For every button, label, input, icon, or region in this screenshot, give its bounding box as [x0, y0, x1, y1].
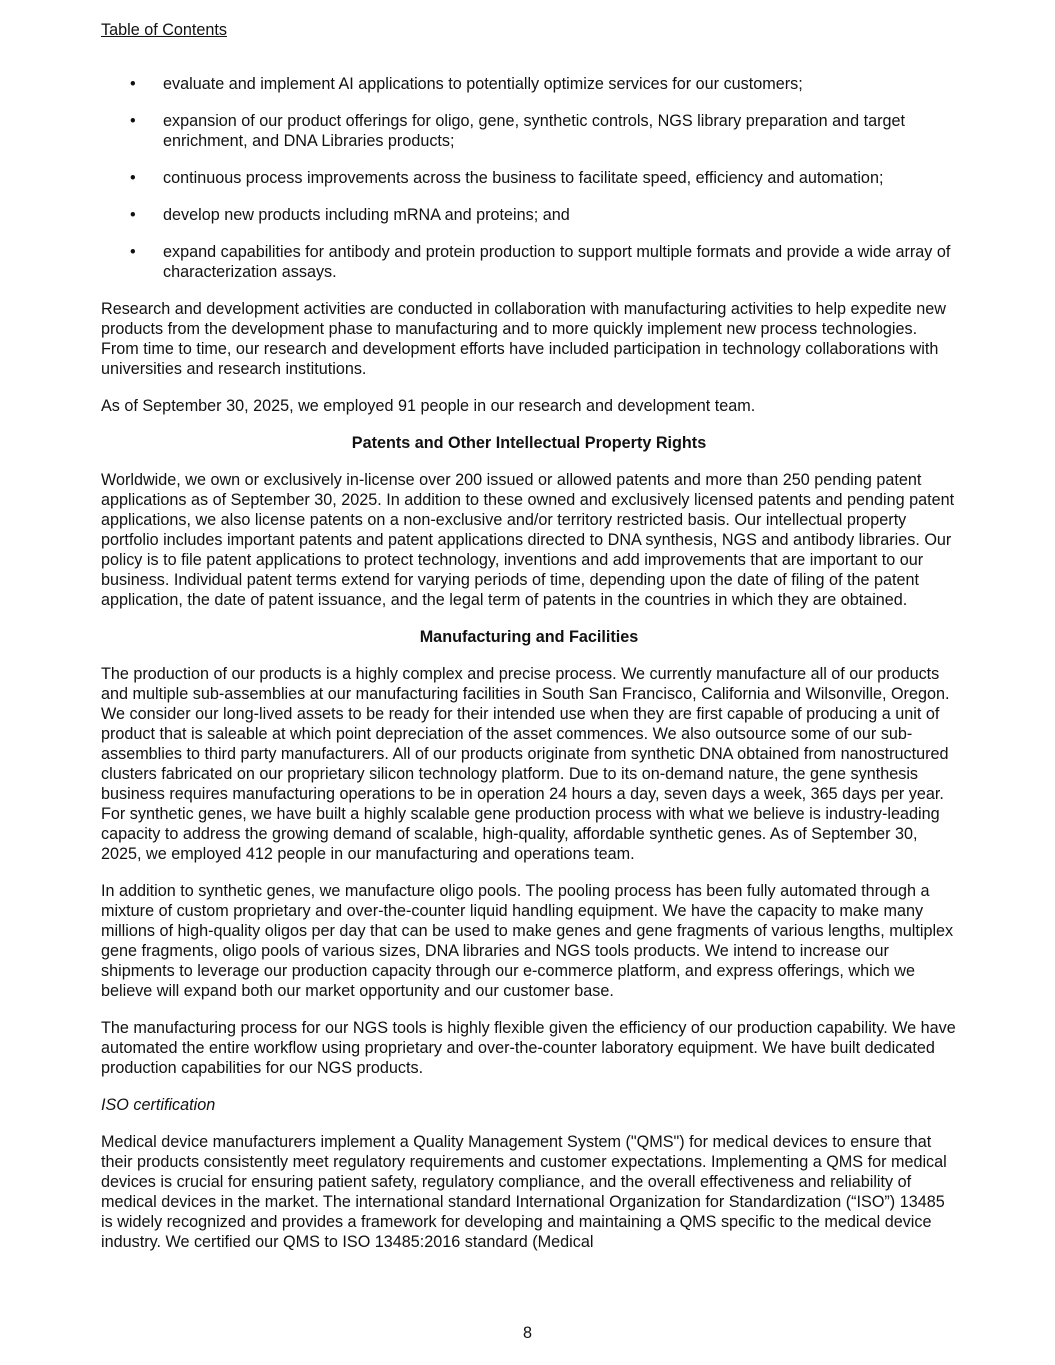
list-item [101, 111, 957, 151]
bullet-text: expansion of our product offerings for oligo, gene, synthetic controls, NGS library preparation and target enrichment, and DNA Libraries products; [163, 112, 906, 150]
rd-collaboration-paragraph: Research and development activities are conducted in collaboration with manufacturing activities to help expedite new products from the development phase to manufacturing and to more quickly implement new process technologies. From time to time, our research and development efforts have included participation in technology collaborations with universities and research institutions. [101, 300, 946, 378]
list-item [101, 242, 957, 282]
rd-headcount-paragraph: As of September 30, 2025, we employed 91 people in our research and development team. [101, 397, 756, 415]
bullet-icon: • [130, 169, 136, 187]
patents-paragraph: Worldwide, we own or exclusively in-license over 200 issued or allowed patents and more than 250 pending patent applications as of September 30, 2025. In addition to these owned and exclusively licensed patents and pending patent applications, we also license patents on a non-exclusive and/or territory restricted basis. Our intellectual property portfolio includes important patents and patent applications directed to DNA synthesis, NGS and antibody libraries. Our policy is to file patent applications to protect technology, inventions and add improvements that are important to our business. Individual patent terms extend for varying periods of time, depending upon the date of filing of the patent application, the date of patent issuance, and the legal term of patents in the countries in which they are obtained. [101, 471, 955, 609]
bullet-text: evaluate and implement AI applications to potentially optimize services for our customers; [163, 75, 803, 93]
table-of-contents-link[interactable]: Table of Contents [101, 21, 227, 39]
document-body [101, 74, 957, 1269]
iso-subheading: ISO certification [101, 1096, 216, 1114]
list-item [101, 168, 957, 188]
page-number: 8 [522, 1324, 532, 1342]
manufacturing-paragraph-3: The manufacturing process for our NGS tools is highly flexible given the efficiency of our production capability. We have automated the entire workflow using proprietary and over-the-counter laboratory equipment. We have built dedicated production capabilities for our NGS products. [101, 1019, 956, 1077]
list-item [101, 205, 957, 225]
list-item [101, 74, 957, 94]
bullet-text: develop new products including mRNA and proteins; and [163, 206, 570, 224]
bullet-icon: • [130, 75, 136, 93]
bullet-icon: • [130, 243, 136, 261]
manufacturing-paragraph-1: The production of our products is a highly complex and precise process. We currently manufacture all of our products and multiple sub-assemblies at our manufacturing facilities in South San Francisco, California and Wilsonville, Oregon. We consider our long-lived assets to be ready for their intended use when they are first capable of producing a unit of product that is saleable at which point depreciation of the asset commences. We also outsource some of our sub-assemblies to third party manufacturers. All of our products originate from synthetic DNA obtained from nanostructured clusters fabricated on our proprietary silicon technology platform. Due to its on-demand nature, the gene synthesis business requires manufacturing operations to be in operation 24 hours a day, seven days a week, 365 days per year. For synthetic genes, we have built a highly scalable gene production process with what we believe is industry-leading capacity to address the growing demand of scalable, high-quality, affordable synthetic genes. As of September 30, 2025, we employed 412 people in our manufacturing and operations team. [101, 665, 950, 863]
manufacturing-heading: Manufacturing and Facilities [419, 628, 639, 646]
patents-heading: Patents and Other Intellectual Property Rights [351, 434, 707, 452]
bullet-text: continuous process improvements across the business to facilitate speed, efficiency and automation; [163, 169, 884, 187]
manufacturing-paragraph-2: In addition to synthetic genes, we manufacture oligo pools. The pooling process has been fully automated through a mixture of custom proprietary and over-the-counter liquid handling equipment. We have the capacity to make many millions of high-quality oligos per day that can be used to make genes and gene fragments of various lengths, multiplex gene fragments, oligo pools of various sizes, DNA libraries and NGS tools products. We intend to increase our shipments to leverage our production capacity through our e-commerce platform, and express offerings, which we believe will expand both our market opportunity and our customer base. [101, 882, 954, 1000]
bullet-icon: • [130, 112, 136, 130]
bullet-icon: • [130, 206, 136, 224]
iso-paragraph: Medical device manufacturers implement a Quality Management System ("QMS") for medical devices to ensure that their products consistently meet regulatory requirements and customer expectations. Implementing a QMS for medical devices is crucial for ensuring patient safety, regulatory compliance, and the overall effectiveness and reliability of medical devices in the market. The international standard International Organization for Standardization (“ISO”) 13485 is widely recognized and provides a framework for developing and maintaining a QMS specific to the medical device industry. We certified our QMS to ISO 13485:2016 standard (Medical [101, 1133, 947, 1251]
bullet-list [101, 74, 957, 282]
bullet-text: expand capabilities for antibody and protein production to support multiple formats and provide a wide array of characterization assays. [163, 243, 951, 281]
